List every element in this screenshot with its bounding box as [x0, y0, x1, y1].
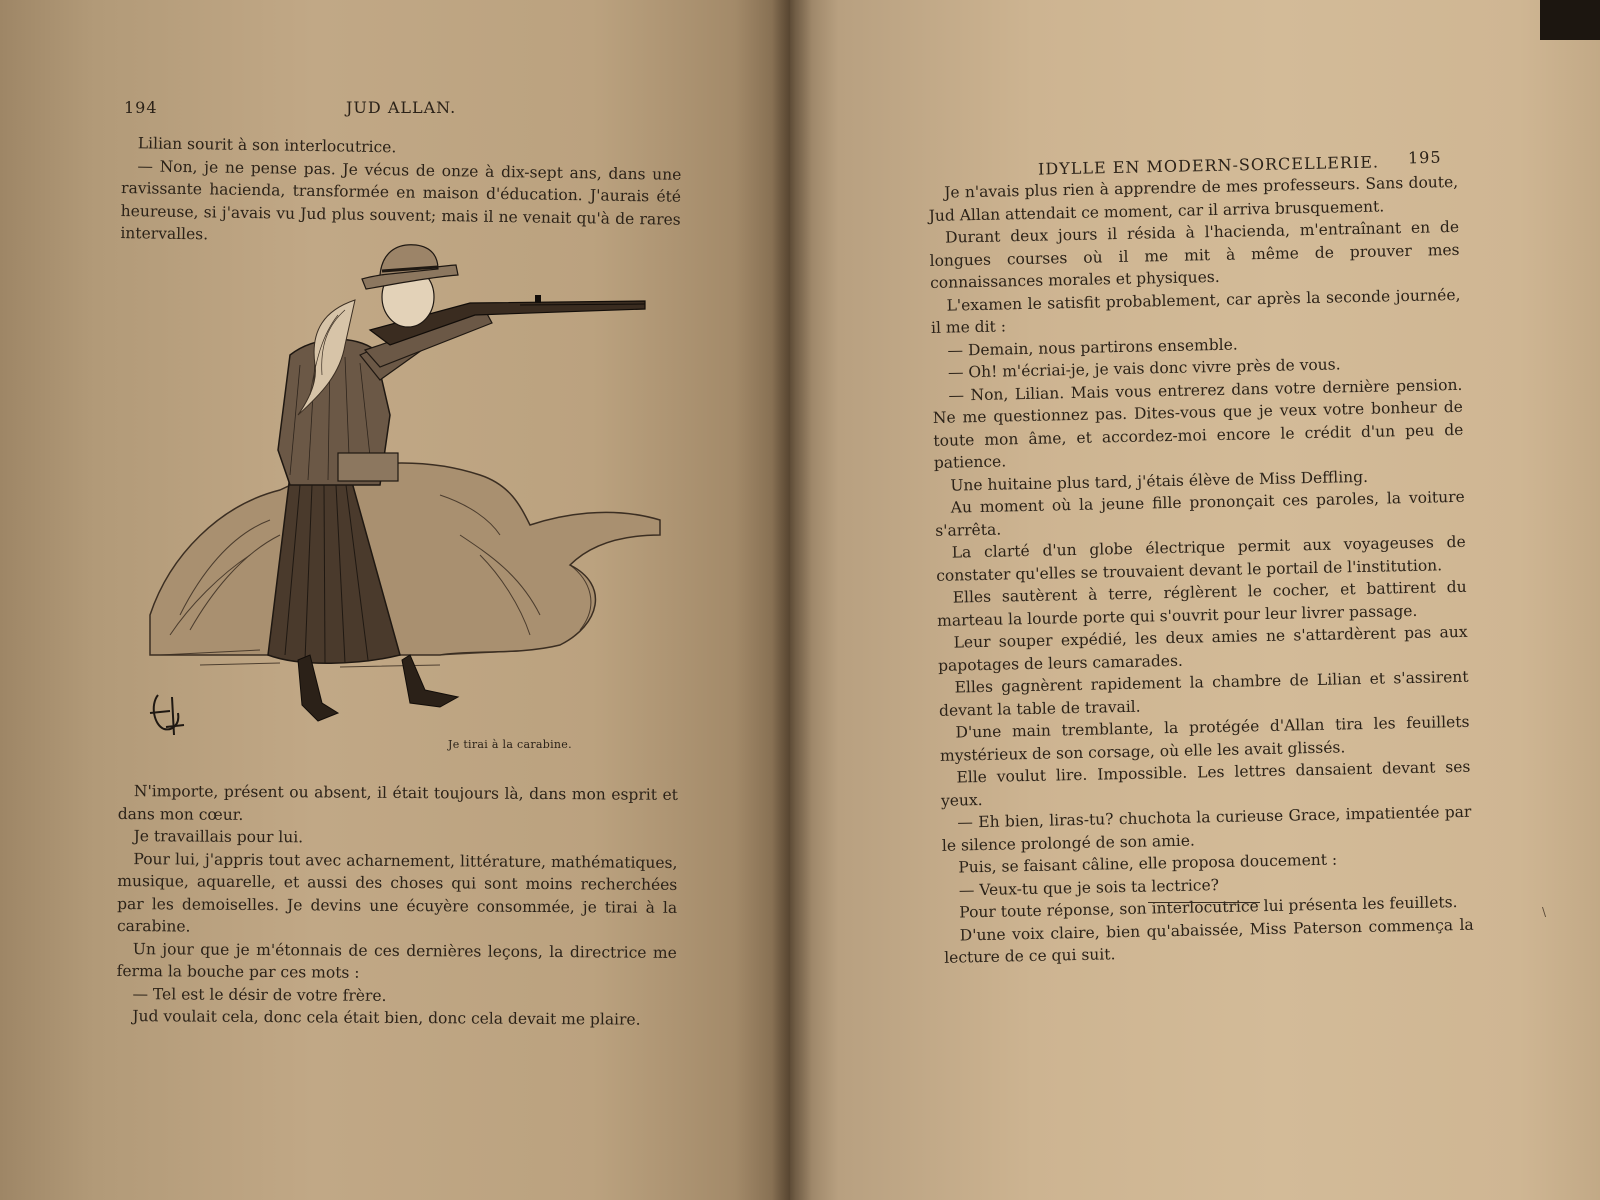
left-running-title: JUD ALLAN. — [346, 98, 457, 117]
paragraph: — Demain, nous partirons ensemble. — [947, 335, 1238, 360]
paragraph: Je n'avais plus rien à apprendre de mes professeurs. Sans doute, Jud Allan attendait ce moment, car il arriva brusquement. — [928, 172, 1459, 225]
book-gutter-shadow — [772, 0, 812, 1200]
paragraph: N'importe, présent ou absent, il était toujours là, dans mon esprit et dans mon cœur. — [117, 782, 678, 824]
paragraph: — Veux-tu que je sois ta lectrice? — [958, 875, 1220, 900]
paragraph: Je travaillais pour lui. — [133, 827, 304, 847]
paragraph: — Eh bien, liras-tu? chuchota la curieuse Grace, impatientée par le silence prolongé de son amie. — [941, 802, 1472, 855]
paragraph: — Non, je ne pense pas. Je vécus de onze à dix-sept ans, dans une ravissante hacienda, transformée en maison d'éducation. J'aurais été heureuse, si j'avais vu Jud plus souvent; mais il ne venait qu'à de rares intervalles. — [120, 156, 682, 244]
artist-monogram — [150, 695, 184, 735]
right-page-number: 195 — [1407, 147, 1442, 168]
paragraph: Elles gagnèrent rapidement la chambre de Lilian et s'assirent devant la table de travail. — [938, 667, 1469, 720]
engraving-image — [140, 235, 680, 765]
left-page — [0, 0, 790, 1200]
right-page-text — [928, 171, 1474, 969]
paragraph: Au moment où la jeune fille prononçait ces paroles, la voiture s'arrêta. — [935, 487, 1465, 540]
paragraph: Une huitaine plus tard, j'étais élève de Miss Deffling. — [950, 467, 1369, 495]
paragraph: D'une voix claire, bien qu'abaissée, Miss Paterson commença la lecture de ce qui suit. — [944, 915, 1474, 967]
end-divider-rule — [1148, 902, 1260, 903]
paragraph: — Oh! m'écriai-je, je vais donc vivre près de vous. — [947, 355, 1341, 382]
background-corner — [1540, 0, 1600, 40]
illustration-caption: Je tirai à la carabine. — [448, 738, 572, 751]
paragraph: Pour toute réponse, son interlocutrice lui présenta les feuillets. — [959, 893, 1458, 922]
paragraph: Puis, se faisant câline, elle proposa doucement : — [958, 850, 1338, 877]
left-bottom-text — [116, 780, 678, 1031]
paragraph: Elles sautèrent à terre, réglèrent le cocher, et battirent du marteau la lourde porte qui s'ouvrit pour leur livrer passage. — [936, 577, 1467, 630]
rifle-woman-illustration — [140, 235, 680, 765]
paragraph: Pour lui, j'appris tout avec acharnement, littérature, mathématiques, musique, aquarelle, et aussi des choses qui sont moins recherchées par les demoiselles. Je devins une écuyère consommée, je tirai à la carabine. — [116, 849, 678, 936]
paragraph: L'examen le satisfit probablement, car après la seconde journée, il me dit : — [930, 285, 1461, 337]
left-page-number: 194 — [124, 98, 158, 117]
paragraph: — Tel est le désir de votre frère. — [132, 984, 387, 1005]
paragraph: D'une main tremblante, la protégée d'Allan tira les feuillets mystérieux de son corsage, où elle les avait glissés. — [939, 712, 1470, 765]
paragraph: Un jour que je m'étonnais de ces dernières leçons, la directrice me ferma la bouche par ces mots : — [116, 939, 677, 982]
paragraph: — Non, Lilian. Mais vous entrerez dans votre dernière pension. Ne me questionnez pas. Dites-vous que je veux votre bonheur de toute mon âme, et accordez-moi encore le crédit d'un peu de patience. — [932, 375, 1464, 472]
right-running-title: IDYLLE EN MODERN-SORCELLERIE. — [1037, 152, 1380, 179]
paragraph: Lilian sourit à son interlocutrice. — [137, 134, 397, 157]
paragraph: La clarté d'un globe électrique permit aux voyageuses de constater qu'elles se trouvaient devant le portail de l'institution. — [936, 532, 1466, 585]
paragraph: Elle voulut lire. Impossible. Les lettres dansaient devant ses yeux. — [940, 757, 1471, 810]
paragraph: Jud voulait cela, donc cela était bien, donc cela devait me plaire. — [132, 1007, 641, 1029]
paragraph: Leur souper expédié, les deux amies ne s'attardèrent pas aux papotages de leurs camarades. — [937, 622, 1468, 675]
paragraph: Durant deux jours il résida à l'hacienda, m'entraînant en de longues courses où il me mit à même de prouver mes connaissances morales et physiques. — [929, 217, 1460, 292]
page-mark: \ — [1542, 905, 1547, 919]
